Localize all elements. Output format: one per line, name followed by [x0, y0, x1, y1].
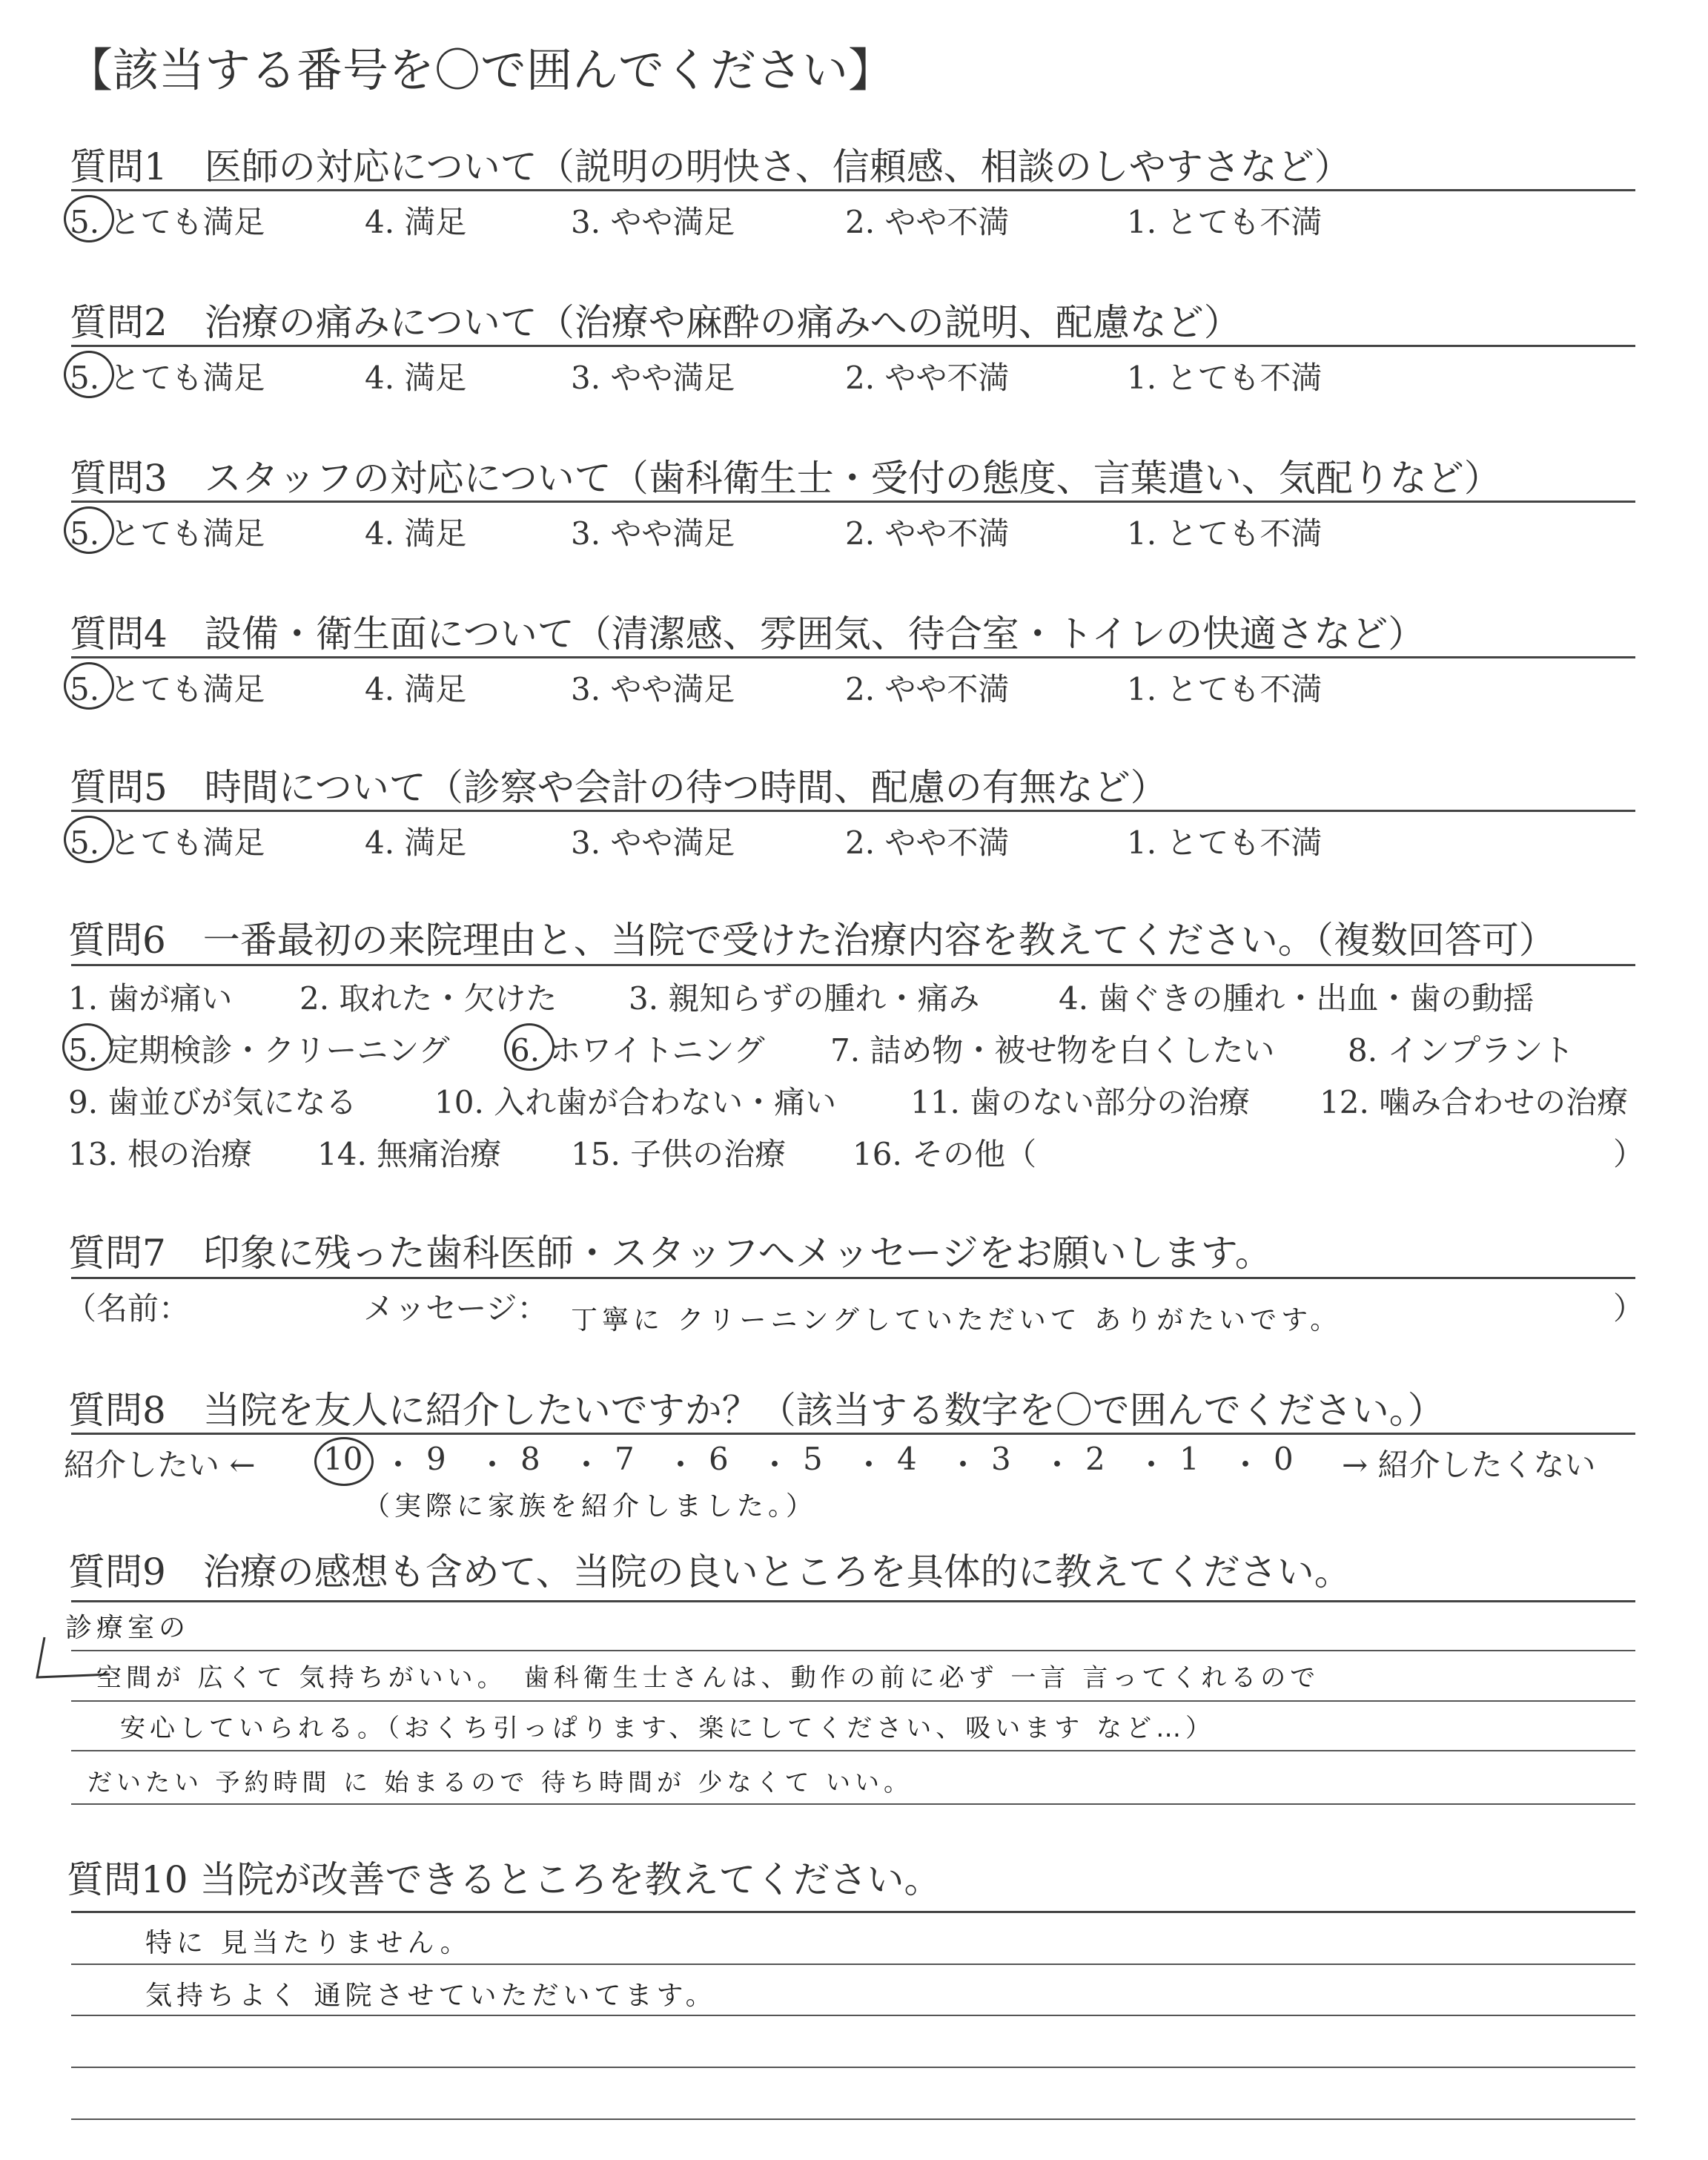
q2-heading: 質問2 治療の痛みについて（治療や麻酔の痛みへの説明、配慮など）: [70, 301, 1241, 344]
q6-option-9[interactable]: 9. 歯並びが気になる: [68, 1084, 357, 1120]
q2-rule: [71, 345, 1635, 347]
q8-scale-1[interactable]: 1: [1179, 1441, 1199, 1477]
q5-rule: [71, 810, 1635, 812]
q10-rule: [71, 1911, 1635, 1913]
q6-selection-circle-5: [62, 1023, 113, 1071]
q6-option-4[interactable]: 4. 歯ぐきの腫れ・出血・歯の動揺: [1059, 980, 1535, 1017]
q7-heading: 質問7 印象に残った歯科医師・スタッフへメッセージをお願いします。: [68, 1232, 1272, 1275]
q6-option-13[interactable]: 13. 根の治療: [68, 1136, 253, 1172]
q6-option-5[interactable]: 5. 定期検診・クリーニング: [68, 1032, 450, 1069]
q4-selection-circle: [64, 662, 114, 710]
q8-scale-separator: ・: [1230, 1447, 1262, 1483]
q8-scale-0[interactable]: 0: [1274, 1441, 1294, 1477]
q10-answer-line-1: 気持ちよく 通院させていただいてます。: [145, 1981, 717, 2011]
q8-scale-3[interactable]: 3: [991, 1441, 1011, 1477]
q4-option-3[interactable]: 3. やや満足: [571, 671, 735, 707]
q7-rule: [71, 1277, 1635, 1279]
q8-scale-separator: ・: [383, 1447, 414, 1483]
q5-option-5[interactable]: 5. とても満足: [70, 825, 265, 861]
q6-option-14[interactable]: 14. 無痛治療: [317, 1136, 502, 1172]
q2-option-2[interactable]: 2. やや不満: [845, 360, 1010, 396]
q9-rule: [71, 1600, 1635, 1602]
q5-option-3[interactable]: 3. やや満足: [571, 825, 735, 861]
q6-option-12[interactable]: 12. 噛み合わせの治療: [1320, 1084, 1629, 1120]
q10-heading: 質問10 当院が改善できるところを教えてください。: [67, 1858, 941, 1901]
q9-answer-line-2: 安心していられる。（おくち引っぱります、楽にしてください、吸います など…）: [120, 1714, 1216, 1743]
q1-option-3[interactable]: 3. やや満足: [571, 204, 735, 240]
q8-scale-separator: ・: [759, 1447, 791, 1483]
q9-answer-line-0: 診療室の: [65, 1613, 191, 1643]
q8-scale-4[interactable]: 4: [897, 1441, 917, 1477]
q9-line-1: [71, 1650, 1635, 1651]
q2-option-3[interactable]: 3. やや満足: [571, 360, 735, 396]
q1-heading: 質問1 医師の対応について（説明の明快さ、信頼感、相談のしやすさなど）: [70, 145, 1351, 188]
q6-option-2[interactable]: 2. 取れた・欠けた: [299, 980, 557, 1017]
q8-scale-separator: ・: [571, 1447, 603, 1483]
q8-scale-2[interactable]: 2: [1085, 1441, 1105, 1477]
q6-option-8[interactable]: 8. インプラント: [1348, 1032, 1575, 1069]
q8-selection-circle: [314, 1437, 374, 1486]
q5-option-2[interactable]: 2. やや不満: [845, 825, 1010, 861]
q4-option-1[interactable]: 1. とても不満: [1127, 671, 1323, 707]
q2-selection-circle: [64, 351, 114, 398]
q10-line-3: [71, 2067, 1635, 2068]
q8-rule: [71, 1433, 1635, 1435]
q6-option-11[interactable]: 11. 歯のない部分の治療: [910, 1084, 1251, 1120]
q1-rule: [71, 189, 1635, 191]
q8-scale-separator: ・: [947, 1447, 979, 1483]
q3-option-2[interactable]: 2. やや不満: [845, 515, 1010, 552]
q3-option-4[interactable]: 4. 満足: [365, 515, 467, 552]
q10-line-1: [71, 1964, 1635, 1965]
q1-option-1[interactable]: 1. とても不満: [1127, 204, 1323, 240]
q7-name-label: （名前：: [65, 1290, 191, 1327]
q1-option-4[interactable]: 4. 満足: [365, 204, 467, 240]
q8-heading: 質問8 当院を友人に紹介したいですか？（該当する数字を〇で囲んでください。）: [68, 1389, 1445, 1432]
page-title: 【該当する番号を〇で囲んでください】: [67, 43, 895, 97]
q6-rule: [71, 964, 1635, 966]
q8-right-label: → 紹介したくない: [1342, 1447, 1596, 1483]
q4-option-4[interactable]: 4. 満足: [365, 671, 467, 707]
q8-scale-separator: ・: [853, 1447, 885, 1483]
q8-scale-5[interactable]: 5: [803, 1441, 823, 1477]
q2-option-5[interactable]: 5. とても満足: [70, 360, 265, 396]
q1-option-5[interactable]: 5. とても満足: [70, 204, 265, 240]
q8-left-label: 紹介したい ←: [64, 1447, 256, 1483]
q8-scale-separator: ・: [665, 1447, 697, 1483]
q6-option-16[interactable]: 16. その他（: [853, 1136, 1037, 1172]
q4-heading: 質問4 設備・衛生面について（清潔感、雰囲気、待合室・トイレの快適さなど）: [70, 612, 1426, 655]
q9-answer-line-3: だいたい 予約時間 に 始まるので 待ち時間が 少なくて いい。: [87, 1768, 913, 1797]
q5-option-1[interactable]: 1. とても不満: [1127, 825, 1323, 861]
q10-line-2: [71, 2015, 1635, 2016]
q6-option-15[interactable]: 15. 子供の治療: [571, 1136, 787, 1172]
q2-option-1[interactable]: 1. とても不満: [1127, 360, 1323, 396]
q8-scale-6[interactable]: 6: [709, 1441, 729, 1477]
q3-heading: 質問3 スタッフの対応について（歯科衛生士・受付の態度、言葉遣い、気配りなど）: [70, 457, 1501, 500]
q5-heading: 質問5 時間について（診察や会計の待つ時間、配慮の有無など）: [70, 766, 1168, 809]
q6-option-3[interactable]: 3. 親知らずの腫れ・痛み: [629, 980, 980, 1017]
q7-message: 丁寧に クリーニングしていただいて ありがたいです。: [571, 1305, 1342, 1335]
q3-selection-circle: [64, 506, 114, 554]
q7-message-label: メッセージ：: [363, 1290, 549, 1327]
q6-option-6[interactable]: 6. ホワイトニング: [510, 1032, 765, 1069]
q7-close-paren: ）: [1613, 1290, 1645, 1327]
q6-close-paren: ）: [1613, 1136, 1645, 1172]
q8-scale-separator: ・: [1136, 1447, 1168, 1483]
q6-option-7[interactable]: 7. 詰め物・被せ物を白くしたい: [830, 1032, 1275, 1069]
q5-option-4[interactable]: 4. 満足: [365, 825, 467, 861]
q3-option-5[interactable]: 5. とても満足: [70, 515, 265, 552]
q8-scale-9[interactable]: 9: [426, 1441, 446, 1477]
q6-heading: 質問6 一番最初の来院理由と、当院で受けた治療内容を教えてください。（複数回答可）: [68, 919, 1556, 962]
q4-option-5[interactable]: 5. とても満足: [70, 671, 265, 707]
q8-scale-7[interactable]: 7: [615, 1441, 635, 1477]
q4-rule: [71, 656, 1635, 658]
q1-option-2[interactable]: 2. やや不満: [845, 204, 1010, 240]
q3-option-1[interactable]: 1. とても不満: [1127, 515, 1323, 552]
q3-rule: [71, 501, 1635, 503]
q5-selection-circle: [64, 816, 114, 863]
q6-option-10[interactable]: 10. 入れ歯が合わない・痛い: [434, 1084, 837, 1120]
q6-option-1[interactable]: 1. 歯が痛い: [68, 980, 233, 1017]
q9-line-2: [71, 1700, 1635, 1702]
q8-scale-8[interactable]: 8: [520, 1441, 540, 1477]
q10-line-4: [71, 2118, 1635, 2120]
q8-scale-separator: ・: [1042, 1447, 1073, 1483]
q1-selection-circle: [64, 195, 114, 242]
q8-note: （実際に家族を紹介しました。）: [363, 1491, 818, 1522]
q4-option-2[interactable]: 2. やや不満: [845, 671, 1010, 707]
q8-scale-10[interactable]: 10: [323, 1441, 363, 1477]
q9-answer-line-1: 空間が 広くて 気持ちがいい。 歯科衛生士さんは、動作の前に必ず 一言 言ってくれるので: [96, 1663, 1320, 1693]
q9-heading: 質問9 治療の感想も含めて、当院の良いところを具体的に教えてください。: [68, 1550, 1351, 1593]
q10-answer-line-0: 特に 見当たりません。: [145, 1928, 471, 1958]
q6-selection-circle-6: [504, 1023, 555, 1071]
q3-option-3[interactable]: 3. やや満足: [571, 515, 735, 552]
q9-line-3: [71, 1750, 1635, 1751]
q9-line-4: [71, 1803, 1635, 1805]
q8-scale-separator: ・: [477, 1447, 509, 1483]
q2-option-4[interactable]: 4. 満足: [365, 360, 467, 396]
